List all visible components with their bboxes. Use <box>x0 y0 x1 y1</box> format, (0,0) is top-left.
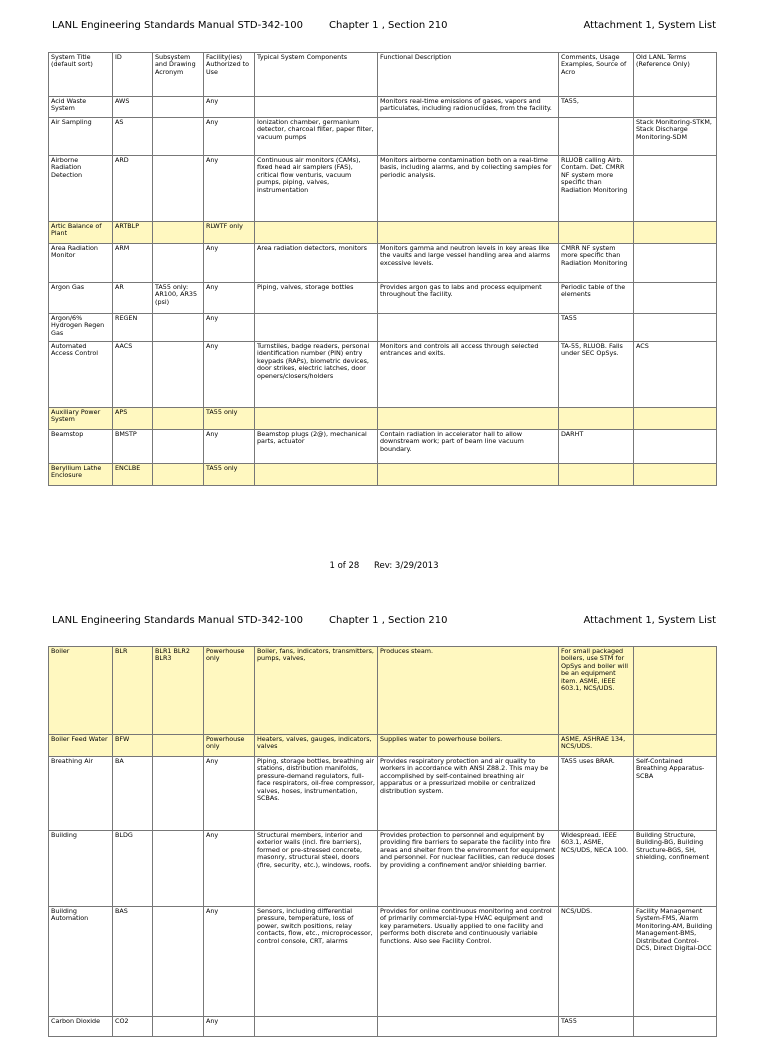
table-row <box>49 342 717 408</box>
table-cell: Breathing Air <box>49 757 113 831</box>
table-cell: TA55 <box>559 1017 634 1037</box>
table-cell <box>153 757 204 831</box>
table-cell <box>634 735 717 757</box>
table-cell: Powerhouse only <box>204 735 255 757</box>
table-cell: Building Structure, Building-BG, Building Structure-BGS, SH, shielding, confinement <box>634 831 717 907</box>
table-cell: Area radiation detectors, monitors <box>255 244 378 283</box>
table-cell <box>378 118 559 156</box>
table-cell: ARM <box>113 244 153 283</box>
table-row <box>49 118 717 156</box>
table-row <box>49 647 717 735</box>
column-header: ID <box>113 53 153 97</box>
column-header: System Title (default sort) <box>49 53 113 97</box>
table-cell: Artic Balance of Plant <box>49 222 113 244</box>
table-cell <box>153 907 204 1017</box>
header-chapter: Chapter 1 , Section 210 <box>329 20 448 31</box>
table-cell <box>634 244 717 283</box>
column-header: Facility(ies) Authorized to Use <box>204 53 255 97</box>
table-row <box>49 408 717 430</box>
table-cell: AS <box>113 118 153 156</box>
table-cell: CO2 <box>113 1017 153 1037</box>
table-cell: Contain radiation in accelerator hall to allow downstream work; part of beam line vacuum boundary. <box>378 430 559 464</box>
table-cell <box>559 118 634 156</box>
table-cell <box>634 430 717 464</box>
table-cell: Powerhouse only <box>204 647 255 735</box>
table-cell: TA55 only <box>204 464 255 486</box>
table-cell: Ionization chamber, germanium detector, charcoal filter, paper filter, vacuum pumps <box>255 118 378 156</box>
table-row <box>49 757 717 831</box>
table-cell: Heaters, valves, gauges, indicators, valves <box>255 735 378 757</box>
table-cell <box>255 97 378 118</box>
table-cell <box>634 647 717 735</box>
table-cell: Periodic table of the elements <box>559 283 634 314</box>
table-cell: Boiler Feed Water <box>49 735 113 757</box>
column-header: Comments, Usage Examples, Source of Acro <box>559 53 634 97</box>
table-cell <box>255 408 378 430</box>
header-attachment: Attachment 1, System List <box>583 20 716 31</box>
table-cell <box>153 408 204 430</box>
table-cell: Any <box>204 118 255 156</box>
table-cell <box>378 1017 559 1037</box>
page-footer <box>0 561 768 571</box>
table-cell: Provides protection to personnel and equipment by providing fire barriers to separate the facility into fire areas and shelter from the environment for equipment and personnel. For nuclear facilities, can reduce doses by providing a confinement and/or shielding barrier. <box>378 831 559 907</box>
table-cell: Monitors and controls all access through selected entrances and exits. <box>378 342 559 408</box>
table-cell: BLR1 BLR2 BLR3 <box>153 647 204 735</box>
table-cell: Self-Contained Breathing Apparatus-SCBA <box>634 757 717 831</box>
table-body-page1 <box>49 53 717 486</box>
table-cell: Widespread. IEEE 603.1, ASME, NCS/UDS, NECA 100. <box>559 831 634 907</box>
table-cell: Auxiliary Power System <box>49 408 113 430</box>
table-cell: Monitors gamma and neutron levels in key areas like the vaults and large vessel handling area and alarms excessive levels. <box>378 244 559 283</box>
table-cell: Provides for online continuous monitoring and control of primarily commercial-type HVAC equipment and key parameters. Usually applied to one facility and performs both discrete and continuously variable functions. Also see Facility Control. <box>378 907 559 1017</box>
table-cell: Building Automation <box>49 907 113 1017</box>
table-cell: Beryllium Lathe Enclosure <box>49 464 113 486</box>
table-cell: Any <box>204 907 255 1017</box>
table-cell: APS <box>113 408 153 430</box>
header-chapter: Chapter 1 , Section 210 <box>329 615 448 626</box>
column-header: Old LANL Terms (Reference Only) <box>634 53 717 97</box>
table-cell: Argon Gas <box>49 283 113 314</box>
table-cell <box>153 314 204 342</box>
column-header: Functional Description <box>378 53 559 97</box>
table-cell: Beamstop plugs (2@), mechanical parts, actuator <box>255 430 378 464</box>
table-cell: Any <box>204 97 255 118</box>
table-cell: Monitors airborne contamination both on a real-time basis, including alarms, and by collecting samples for periodic analysis. <box>378 156 559 222</box>
table-cell: Building <box>49 831 113 907</box>
table-cell: Structural members, interior and exterior walls (incl. fire barriers), formed or pre-stressed concrete, masonry, structural steel, doors (fire, security, etc.), windows, roofs. <box>255 831 378 907</box>
table-cell <box>153 831 204 907</box>
table-cell: ASME, ASHRAE 134, NCS/UDS. <box>559 735 634 757</box>
system-list-table-page2 <box>48 646 717 1037</box>
table-cell: Sensors, including differential pressure, temperature, loss of power, switch positions, relay contacts, flow, etc., microprocessor, control console, CRT, alarms <box>255 907 378 1017</box>
table-cell: Any <box>204 1017 255 1037</box>
table-cell: ARTBLP <box>113 222 153 244</box>
table-cell <box>378 222 559 244</box>
column-header: Typical System Components <box>255 53 378 97</box>
table-cell <box>153 1017 204 1037</box>
table-header-row <box>49 53 717 97</box>
table-cell: ENCLBE <box>113 464 153 486</box>
table-cell: Argon/6% Hydrogen Regen Gas <box>49 314 113 342</box>
table-row <box>49 1017 717 1037</box>
table-cell <box>378 464 559 486</box>
table-cell <box>634 283 717 314</box>
table-cell <box>378 314 559 342</box>
header-manual-title: LANL Engineering Standards Manual STD-342-100 <box>52 615 303 626</box>
table-cell: Automated Access Control <box>49 342 113 408</box>
table-cell <box>634 156 717 222</box>
table-cell: TA55 <box>559 314 634 342</box>
table-cell: Stack Monitoring-STKM, Stack Discharge Monitoring-SDM <box>634 118 717 156</box>
table-cell: Produces steam. <box>378 647 559 735</box>
table-cell: Supplies water to powerhouse boilers. <box>378 735 559 757</box>
table-row <box>49 97 717 118</box>
table-cell: TA-55, RLUOB. Falls under SEC OpSys. <box>559 342 634 408</box>
table-cell <box>559 408 634 430</box>
table-cell <box>559 464 634 486</box>
table-row <box>49 907 717 1017</box>
table-row <box>49 156 717 222</box>
table-cell: TA55 only <box>204 408 255 430</box>
table-cell: Any <box>204 342 255 408</box>
column-header: Subsystem and Drawing Acronym <box>153 53 204 97</box>
table-cell: BFW <box>113 735 153 757</box>
page-number: 1 of 28 <box>329 561 360 571</box>
table-cell: Piping, storage bottles, breathing air stations, distribution manifolds, pressure-demand regulators, full-face respirators, oil-free compressor, valves, hoses, instrumentation, SCBAs. <box>255 757 378 831</box>
table-cell: Acid Waste System <box>49 97 113 118</box>
table-row <box>49 464 717 486</box>
table-cell <box>255 222 378 244</box>
table-cell: AR <box>113 283 153 314</box>
table-cell: Airborne Radiation Detection <box>49 156 113 222</box>
revision-date: Rev: 3/29/2013 <box>374 561 439 571</box>
table-cell <box>153 464 204 486</box>
table-cell <box>153 118 204 156</box>
table-cell: Any <box>204 430 255 464</box>
table-cell: Monitors real-time emissions of gases, vapors and particulates, including radionuclides, from the facility. <box>378 97 559 118</box>
table-cell: Any <box>204 314 255 342</box>
table-cell <box>255 464 378 486</box>
table-cell <box>153 342 204 408</box>
table-cell: TA55, <box>559 97 634 118</box>
table-cell: Continuous air monitors (CAMs), fixed head air samplers (FAS), critical flow venturis, vacuum pumps, piping, valves, instrumentation <box>255 156 378 222</box>
table-cell <box>559 222 634 244</box>
table-row <box>49 314 717 342</box>
table-cell: BMSTP <box>113 430 153 464</box>
table-cell <box>634 97 717 118</box>
header-attachment: Attachment 1, System List <box>583 615 716 626</box>
table-cell: Any <box>204 283 255 314</box>
table-cell: CMRR NF system more specific than Radiation Monitoring <box>559 244 634 283</box>
table-cell: Air Sampling <box>49 118 113 156</box>
table-cell: Turnstiles, badge readers, personal identification number (PIN) entry keypads (RAPs), biometric devices, door strikes, electric latches, door openers/closers/holders <box>255 342 378 408</box>
table-cell: Boiler, fans, indicators, transmitters, pumps, valves, <box>255 647 378 735</box>
table-cell <box>153 244 204 283</box>
table-row <box>49 735 717 757</box>
table-cell <box>634 222 717 244</box>
table-cell <box>255 1017 378 1037</box>
table-cell: BLDG <box>113 831 153 907</box>
table-cell <box>153 430 204 464</box>
table-cell <box>634 464 717 486</box>
table-cell: Any <box>204 244 255 283</box>
table-cell: For small packaged boilers, use STM for OpSys and boiler will be an equipment item. ASME, IEEE 603.1, NCS/UDS. <box>559 647 634 735</box>
table-cell: BA <box>113 757 153 831</box>
table-cell: BLR <box>113 647 153 735</box>
table-cell <box>153 97 204 118</box>
table-cell: TA55 only: AR100, AR35 (psi) <box>153 283 204 314</box>
table-cell: Piping, valves, storage bottles <box>255 283 378 314</box>
table-cell <box>153 156 204 222</box>
table-row <box>49 222 717 244</box>
table-cell: Provides respiratory protection and air quality to workers in accordance with ANSI Z88.2. This may be accomplished by self-contained breathing air apparatus or a pressurized mobile or centralized distribution system. <box>378 757 559 831</box>
table-cell: Facility Management System-FMS, Alarm Monitoring-AM, Building Management-BMS, Distributed Control-DCS, Direct Digital-DCC <box>634 907 717 1017</box>
table-cell: ARD <box>113 156 153 222</box>
table-cell <box>255 314 378 342</box>
table-cell: Beamstop <box>49 430 113 464</box>
table-cell <box>634 408 717 430</box>
table-cell: Any <box>204 156 255 222</box>
table-cell: TA55 uses BRAR. <box>559 757 634 831</box>
table-cell <box>378 408 559 430</box>
table-row <box>49 244 717 283</box>
table-cell: Area Radiation Monitor <box>49 244 113 283</box>
table-cell <box>153 222 204 244</box>
table-cell: Any <box>204 757 255 831</box>
table-cell: Any <box>204 831 255 907</box>
table-cell: BAS <box>113 907 153 1017</box>
table-cell: REGEN <box>113 314 153 342</box>
table-row <box>49 283 717 314</box>
table-row <box>49 831 717 907</box>
table-body-page2 <box>49 647 717 1037</box>
table-cell: RLUOB calling Airb. Contam. Det. CMRR NF system more specific than Radiation Monitoring <box>559 156 634 222</box>
table-cell: AWS <box>113 97 153 118</box>
table-cell: DARHT <box>559 430 634 464</box>
table-cell <box>634 1017 717 1037</box>
table-cell: AACS <box>113 342 153 408</box>
table-cell: Carbon Dioxide <box>49 1017 113 1037</box>
table-cell: ACS <box>634 342 717 408</box>
header-manual-title: LANL Engineering Standards Manual STD-342-100 <box>52 20 303 31</box>
system-list-table-page1 <box>48 52 717 486</box>
table-cell <box>634 314 717 342</box>
table-cell: Boiler <box>49 647 113 735</box>
table-cell <box>153 735 204 757</box>
table-cell: Provides argon gas to labs and process equipment throughout the facility. <box>378 283 559 314</box>
table-cell: NCS/UDS. <box>559 907 634 1017</box>
table-cell: RLWTF only <box>204 222 255 244</box>
table-row <box>49 430 717 464</box>
